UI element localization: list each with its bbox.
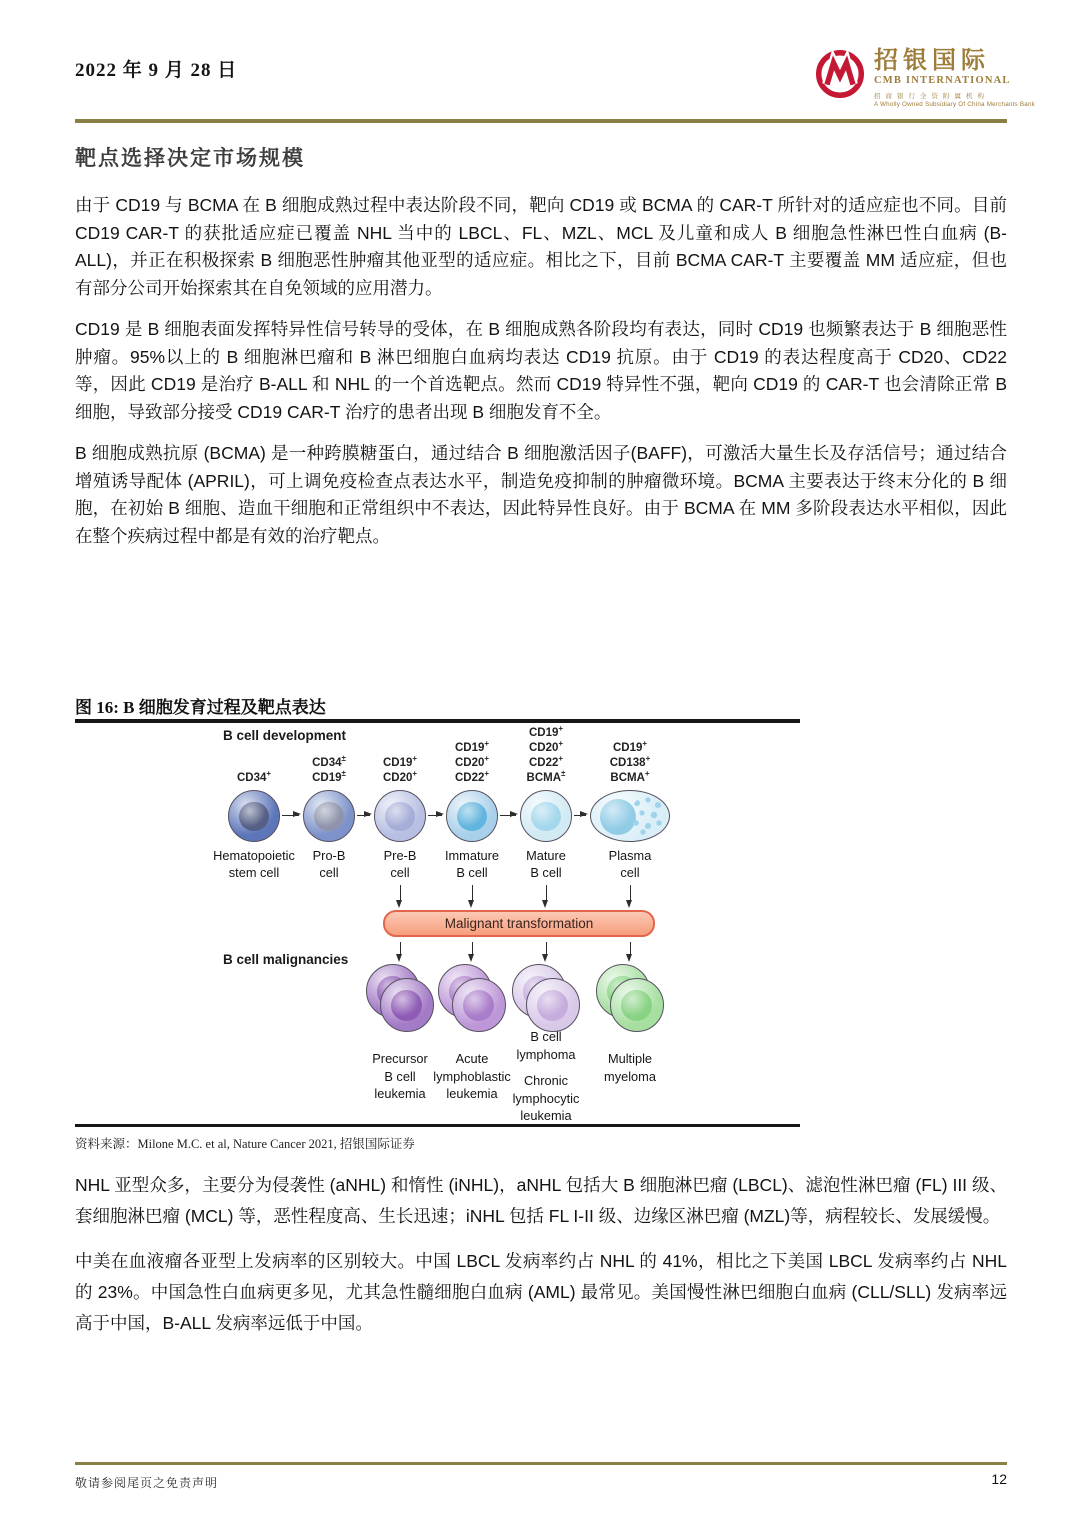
figure-bottom-rule bbox=[75, 1124, 800, 1127]
report-date: 2022 年 9 月 28 日 bbox=[75, 60, 238, 81]
cell-markers: CD34+ bbox=[236, 769, 272, 784]
malignancy-cell-front bbox=[610, 978, 664, 1032]
cell-name-label: Immature B cell bbox=[444, 848, 500, 880]
arrow-right-icon bbox=[500, 815, 516, 816]
malignancy-name-label: B cell lymphoma bbox=[516, 1029, 576, 1062]
section-heading: 靶点选择决定市场规模 bbox=[75, 146, 305, 170]
plasma-cell-texture bbox=[630, 796, 666, 836]
cell-pro-b-cell bbox=[303, 790, 355, 842]
header-rule bbox=[75, 119, 1007, 123]
figure-source: 资料来源：Milone M.C. et al, Nature Cancer 2021, 招银国际证券 bbox=[75, 1137, 415, 1151]
cmb-logo-icon bbox=[814, 48, 866, 100]
cell-hematopoietic-stem cell bbox=[228, 790, 280, 842]
paragraph: NHL 亚型众多，主要分为侵袭性 (aNHL) 和惰性 (iNHL)，aNHL 包括大 B 细胞淋巴瘤 (LBCL)、滤泡性淋巴瘤 (FL) III 级、套细胞淋巴瘤 (MCL) 等，恶性程度高、生长迅速；iNHL 包括 FL I-II 级、边缘区淋巴瘤 (MZL)等，病程较长、发展缓慢。 bbox=[75, 1175, 1007, 1226]
cell-nucleus bbox=[385, 802, 415, 832]
cell-mature-b cell bbox=[520, 790, 572, 842]
paragraph: B 细胞成熟抗原 (BCMA) 是一种跨膜糖蛋白，通过结合 B 细胞激活因子(BAFF)，可激活大量生长及存活信号；通过结合增殖诱导配体 (APRIL)，可上调免疫检查点表达水平，制造免疫抑制的肿瘤微环境。BCMA 主要表达于终末分化的 B 细胞，在初始 B 细胞、造血干细胞和正常组织中不表达，因此特异性良好。由于 BCMA 在 MM 多阶段表达水平相似，因此在整个疾病过程中都是有效的治疗靶点。 bbox=[75, 443, 1007, 546]
cell-nucleus bbox=[391, 990, 422, 1021]
malignancy-name-label: Chronic lymphocytic leukemia bbox=[512, 1073, 580, 1123]
body-paragraphs-bottom bbox=[75, 1170, 1007, 1353]
footer-disclaimer: 敬请参阅尾页之免责声明 bbox=[75, 1476, 219, 1490]
malignancy-name-label: Precursor B cell leukemia bbox=[372, 1051, 428, 1101]
cell-plasma-cell bbox=[590, 790, 670, 842]
page-number: 12 bbox=[991, 1471, 1007, 1487]
figure-title: 图 16: B 细胞发育过程及靶点表达 bbox=[75, 698, 326, 717]
body-paragraphs-top bbox=[75, 192, 1007, 564]
malignant-transformation-bar: Malignant transformation bbox=[383, 910, 655, 937]
cell-name-label: Hematopoietic stem cell bbox=[213, 848, 295, 880]
malignancy-cell-pair bbox=[438, 964, 506, 1032]
arrow-down-icon bbox=[630, 942, 631, 955]
arrow-right-icon bbox=[282, 815, 299, 816]
cell-markers: CD19+ CD138+ BCMA+ bbox=[609, 739, 651, 784]
cell-nucleus bbox=[239, 802, 269, 832]
cmb-logo-cn-name: 招银国际 bbox=[874, 48, 990, 74]
cell-markers: CD19+ CD20+ CD22+ bbox=[454, 739, 490, 784]
arrow-right-icon bbox=[574, 815, 586, 816]
cell-name-label: Mature B cell bbox=[526, 848, 566, 880]
b-cell-malignancies-label: B cell malignancies bbox=[223, 952, 349, 967]
cmb-logo-tagline-cn: 招商银行全资附属机构 bbox=[874, 93, 989, 100]
b-cell-development-label: B cell development bbox=[223, 728, 347, 743]
paragraph: 中美在血液瘤各亚型上发病率的区别较大。中国 LBCL 发病率约占 NHL 的 41%，相比之下美国 LBCL 发病率约占 NHL 的 23%。中国急性白血病更多见，尤其急性髓细胞白血病 (AML) 最常见。美国慢性淋巴细胞白血病 (CLL/SLL) 发病率远高于中国，B-ALL 发病率远低于中国。 bbox=[75, 1251, 1007, 1333]
malignancy-cell-pair bbox=[366, 964, 434, 1032]
arrow-right-icon bbox=[357, 815, 370, 816]
cell-nucleus bbox=[621, 990, 652, 1021]
cell-pre-b-cell bbox=[374, 790, 426, 842]
malignancy-cell-front bbox=[380, 978, 434, 1032]
cell-immature-b cell bbox=[446, 790, 498, 842]
footer-rule bbox=[75, 1462, 1007, 1465]
cmb-logo-text bbox=[874, 48, 1035, 109]
paragraph: 由于 CD19 与 BCMA 在 B 细胞成熟过程中表达阶段不同，靶向 CD19 或 BCMA 的 CAR-T 所针对的适应症也不同。目前 CD19 CAR-T 的获批适应症已覆盖 NHL 当中的 LBCL、FL、MZL、MCL 及儿童和成人 B 细胞急性淋巴性白血病 (B-ALL)，并正在积极探索 B 细胞恶性肿瘤其他亚型的适应症。相比之下，目前 BCMA CAR-T 主要覆盖 MM 适应症，但也有部分公司开始探索其在自免领域的应用潜力。 bbox=[75, 195, 1007, 298]
cell-nucleus bbox=[531, 802, 561, 832]
cell-markers: CD19+ CD20+ CD22+ BCMA± bbox=[526, 724, 566, 784]
malignancy-name-label: Acute lymphoblastic leukemia bbox=[433, 1051, 511, 1101]
figure-top-rule bbox=[75, 719, 800, 723]
cell-markers: CD34± CD19± bbox=[312, 754, 346, 784]
cell-nucleus bbox=[537, 990, 568, 1021]
cell-markers: CD19+ CD20+ bbox=[382, 754, 418, 784]
arrow-down-icon bbox=[472, 885, 473, 901]
arrow-down-icon bbox=[472, 942, 473, 955]
cmb-logo bbox=[814, 48, 1035, 109]
arrow-right-icon bbox=[428, 815, 442, 816]
cmb-logo-tagline-en: A Wholly Owned Subsidiary Of China Merchants Bank bbox=[874, 101, 1035, 108]
figure-16-diagram bbox=[75, 724, 800, 1124]
cell-name-label: Pre-B cell bbox=[383, 848, 417, 880]
cell-name-label: Plasma cell bbox=[608, 848, 652, 880]
paragraph: CD19 是 B 细胞表面发挥特异性信号转导的受体，在 B 细胞成熟各阶段均有表达，同时 CD19 也频繁表达于 B 细胞恶性肿瘤。95%以上的 B 细胞淋巴瘤和 B 淋巴细胞白血病均表达 CD19 抗原。由于 CD19 的表达程度高于 CD20、CD22 等，因此 CD19 是治疗 B-ALL 和 NHL 的一个首选靶点。然而 CD19 特异性不强，靶向 CD19 的 CAR-T 也会清除正常 B 细胞，导致部分接受 CD19 CAR-T 治疗的患者出现 B 细胞发育不全。 bbox=[75, 319, 1007, 422]
cell-nucleus bbox=[457, 802, 487, 832]
malignancy-name-label: Multiple myeloma bbox=[604, 1051, 656, 1084]
arrow-down-icon bbox=[400, 942, 401, 955]
arrow-down-icon bbox=[546, 942, 547, 955]
cmb-logo-en-name: CMB INTERNATIONAL bbox=[874, 75, 1011, 86]
cell-nucleus bbox=[463, 990, 494, 1021]
malignancy-cell-pair bbox=[596, 964, 664, 1032]
arrow-down-icon bbox=[400, 885, 401, 901]
malignancy-cell-pair bbox=[512, 964, 580, 1032]
malignancy-cell-front bbox=[452, 978, 506, 1032]
cell-name-label: Pro-B cell bbox=[312, 848, 346, 880]
cell-nucleus bbox=[314, 802, 344, 832]
arrow-down-icon bbox=[630, 885, 631, 901]
arrow-down-icon bbox=[546, 885, 547, 901]
malignancy-cell-front bbox=[526, 978, 580, 1032]
